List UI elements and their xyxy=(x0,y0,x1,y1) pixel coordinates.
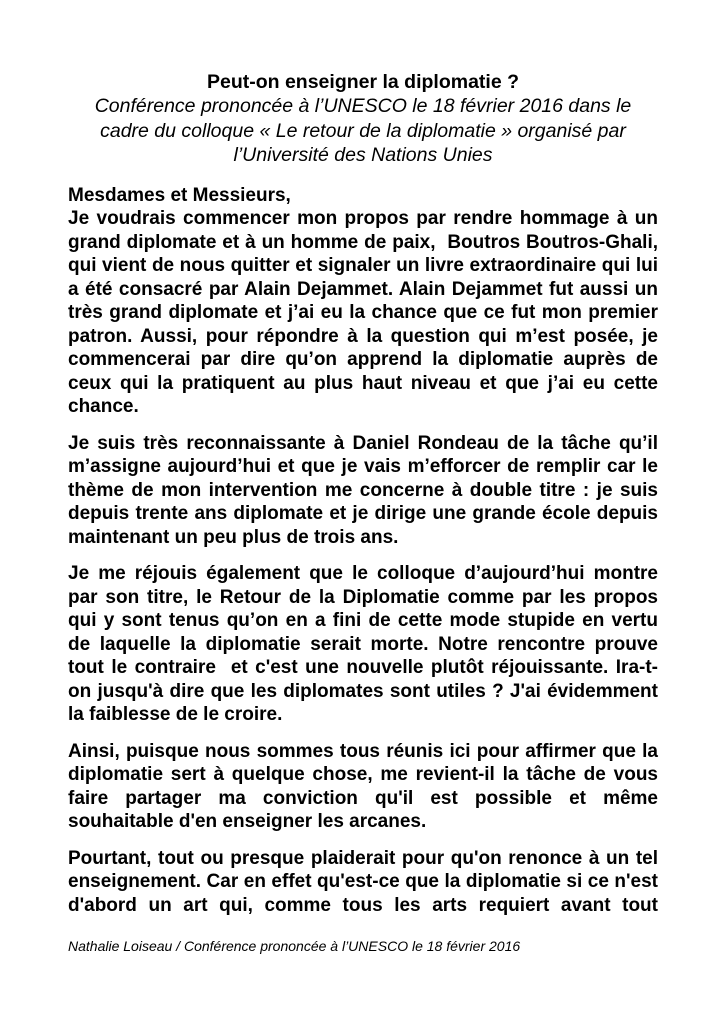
document-content xyxy=(68,70,658,930)
subtitle-line-3: l’Université des Nations Unies xyxy=(233,144,493,166)
document-subtitle xyxy=(68,94,658,168)
document-title: Peut-on enseigner la diplomatie ? xyxy=(206,71,520,93)
paragraph-4: Ainsi, puisque nous sommes tous réunis ici pour affirmer que la diplomatie sert à quelque chose, me revient-il la tâche de vous faire partager ma conviction qu'il est possible et même souhaitable d'en enseigner les arcanes. xyxy=(68,740,658,832)
subtitle-line-1: Conférence prononcée à l’UNESCO le 18 février 2016 dans le xyxy=(94,95,632,117)
subtitle-line-2: cadre du colloque « Le retour de la diplomatie » organisé par xyxy=(100,119,626,142)
paragraph-3: Je me réjouis également que le colloque d’aujourd’hui montre par son titre, le Retour de la Diplomatie comme par les propos qui y sont tenus qu’on en a fini de cette mode stupide en vertu de laquelle la diplomatie serait morte. Notre rencontre prouve tout le contraire et c'est une nouvelle plutôt réjouissante. Ira-t-on jusqu'à dire que les diplomates sont utiles ? J'ai évidemment la faiblesse de le croire. xyxy=(68,563,658,725)
page-footer: Nathalie Loiseau / Conférence prononcée à l’UNESCO le 18 février 2016 xyxy=(68,938,521,954)
salutation: Mesdames et Messieurs, xyxy=(68,184,291,206)
paragraph-5: Pourtant, tout ou presque plaiderait pour qu'on renonce à un tel enseignement. Car en effet qu'est-ce que la diplomatie si ce n'est d'abord un art qui, comme tous les arts requiert avant tout xyxy=(68,847,658,916)
document-body xyxy=(68,184,658,918)
paragraph-1: Je voudrais commencer mon propos par rendre hommage à un grand diplomate et à un homme de paix, Boutros Boutros-Ghali, qui vient de nous quitter et signaler un livre extraordinaire qui lui a été consacré par Alain Dejammet. Alain Dejammet fut aussi un très grand diplomate et j’ai eu la chance que ce fut mon premier patron. Aussi, pour répondre à la question qui m’est posée, je commencerai par dire qu’on apprend la diplomatie auprès de ceux qui la pratiquent au plus haut niveau et que j’ai eu cette chance. xyxy=(68,208,658,417)
paragraph-2: Je suis très reconnaissante à Daniel Rondeau de la tâche qu’il m’assigne aujourd’hui et que je vais m’efforcer de remplir car le thème de mon intervention me concerne à double titre : je suis depuis trente ans diplomate et je dirige une grande école depuis maintenant un peu plus de trois ans. xyxy=(68,432,658,548)
